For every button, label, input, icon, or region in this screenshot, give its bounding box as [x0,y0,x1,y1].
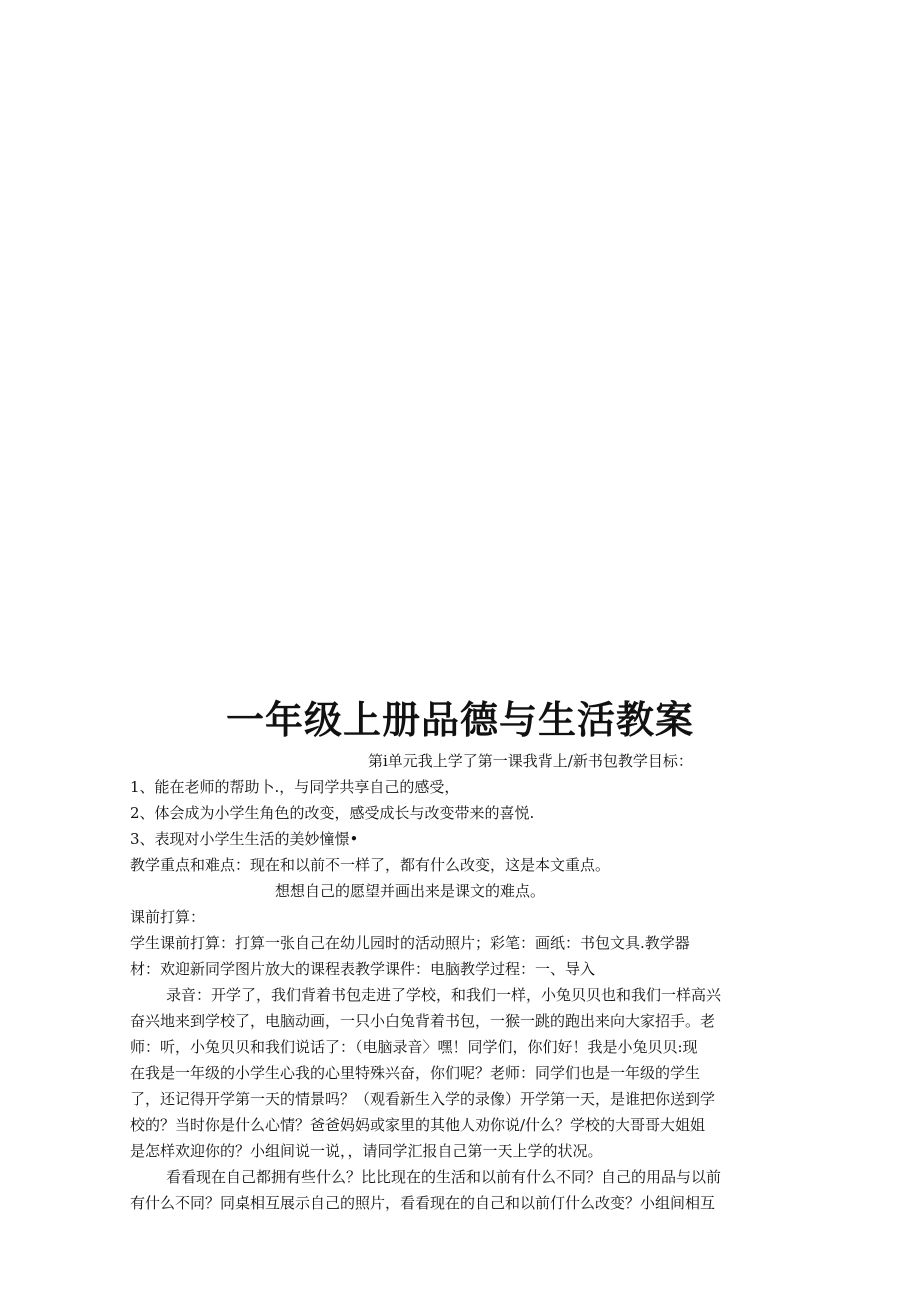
paragraph-line: 看看现在自己都拥有些什么？比比现在的生活和以前有什么不同？自己的用品与以前 [166,1168,722,1186]
paragraph-line: 是怎样欢迎你的？小组间说一说，，请同学汇报自己第一天上学的状况。 [130,1142,603,1160]
paragraph-line: 有什么不同？同桌相互展示自己的照片，看看现在的自己和以前仃什么改变？小组间相互 [130,1194,716,1212]
document-title: 一年级上册品德与生活教案 [225,698,694,742]
prep-line: 学生课前打算：打算一张自己在幼儿园时的活动照片；彩笔：画纸：书包文具.教学器 [130,934,690,952]
key-points-line: 教学重点和难点：现在和以前不一样了，都有什么改变，这是本文重点。 [130,856,611,874]
paragraph-line: 奋兴地来到学校了，电脑动画，一只小白兔背着书包，一猴一跳的跑出来向大家招手。老 [130,1012,716,1030]
prep-heading: 课前打算： [130,908,206,926]
prep-line: 材：欢迎新同学图片放大的课程表教学课件：电脑教学过程：一、导入 [130,960,596,978]
paragraph-line: 在我是一年级的小学生心我的心里特殊兴奋，你们呢？老师：同学们也是一年级的学生 [130,1064,701,1082]
key-points-line: 想想自己的愿望并画出来是课文的难点。 [275,882,546,900]
goal-line: 3、表现对小学生生活的美妙憧憬• [130,830,359,848]
paragraph-line: 了，还记得开学第一天的情景吗？（观看新生入学的录像）开学第一天，是谁把你送到学 [130,1090,716,1108]
goal-line: 1、能在老师的帮助卜.，与同学共享自己的感受， [130,778,460,796]
document-body [130,748,796,1216]
lesson-subtitle: 第i单元我上学了第一课我背上/新书包教学目标： [368,752,693,770]
paragraph-line: 师：听，小兔贝贝和我们说话了：（电脑录音〉嘿！同学们，你们好！我是小兔贝贝:现 [130,1038,698,1056]
paragraph-line: 录音：开学了，我们背着书包走进了学校，和我们一样，小兔贝贝也和我们一样高兴 [166,986,722,1004]
goal-line: 2、体会成为小学生角色的改变，感受成长与改变带来的喜悦. [130,804,535,822]
paragraph-line: 校的？当时你是什么心情？爸爸妈妈或家里的其他人劝你说/什么？学校的大哥哥大姐姐 [130,1116,706,1134]
